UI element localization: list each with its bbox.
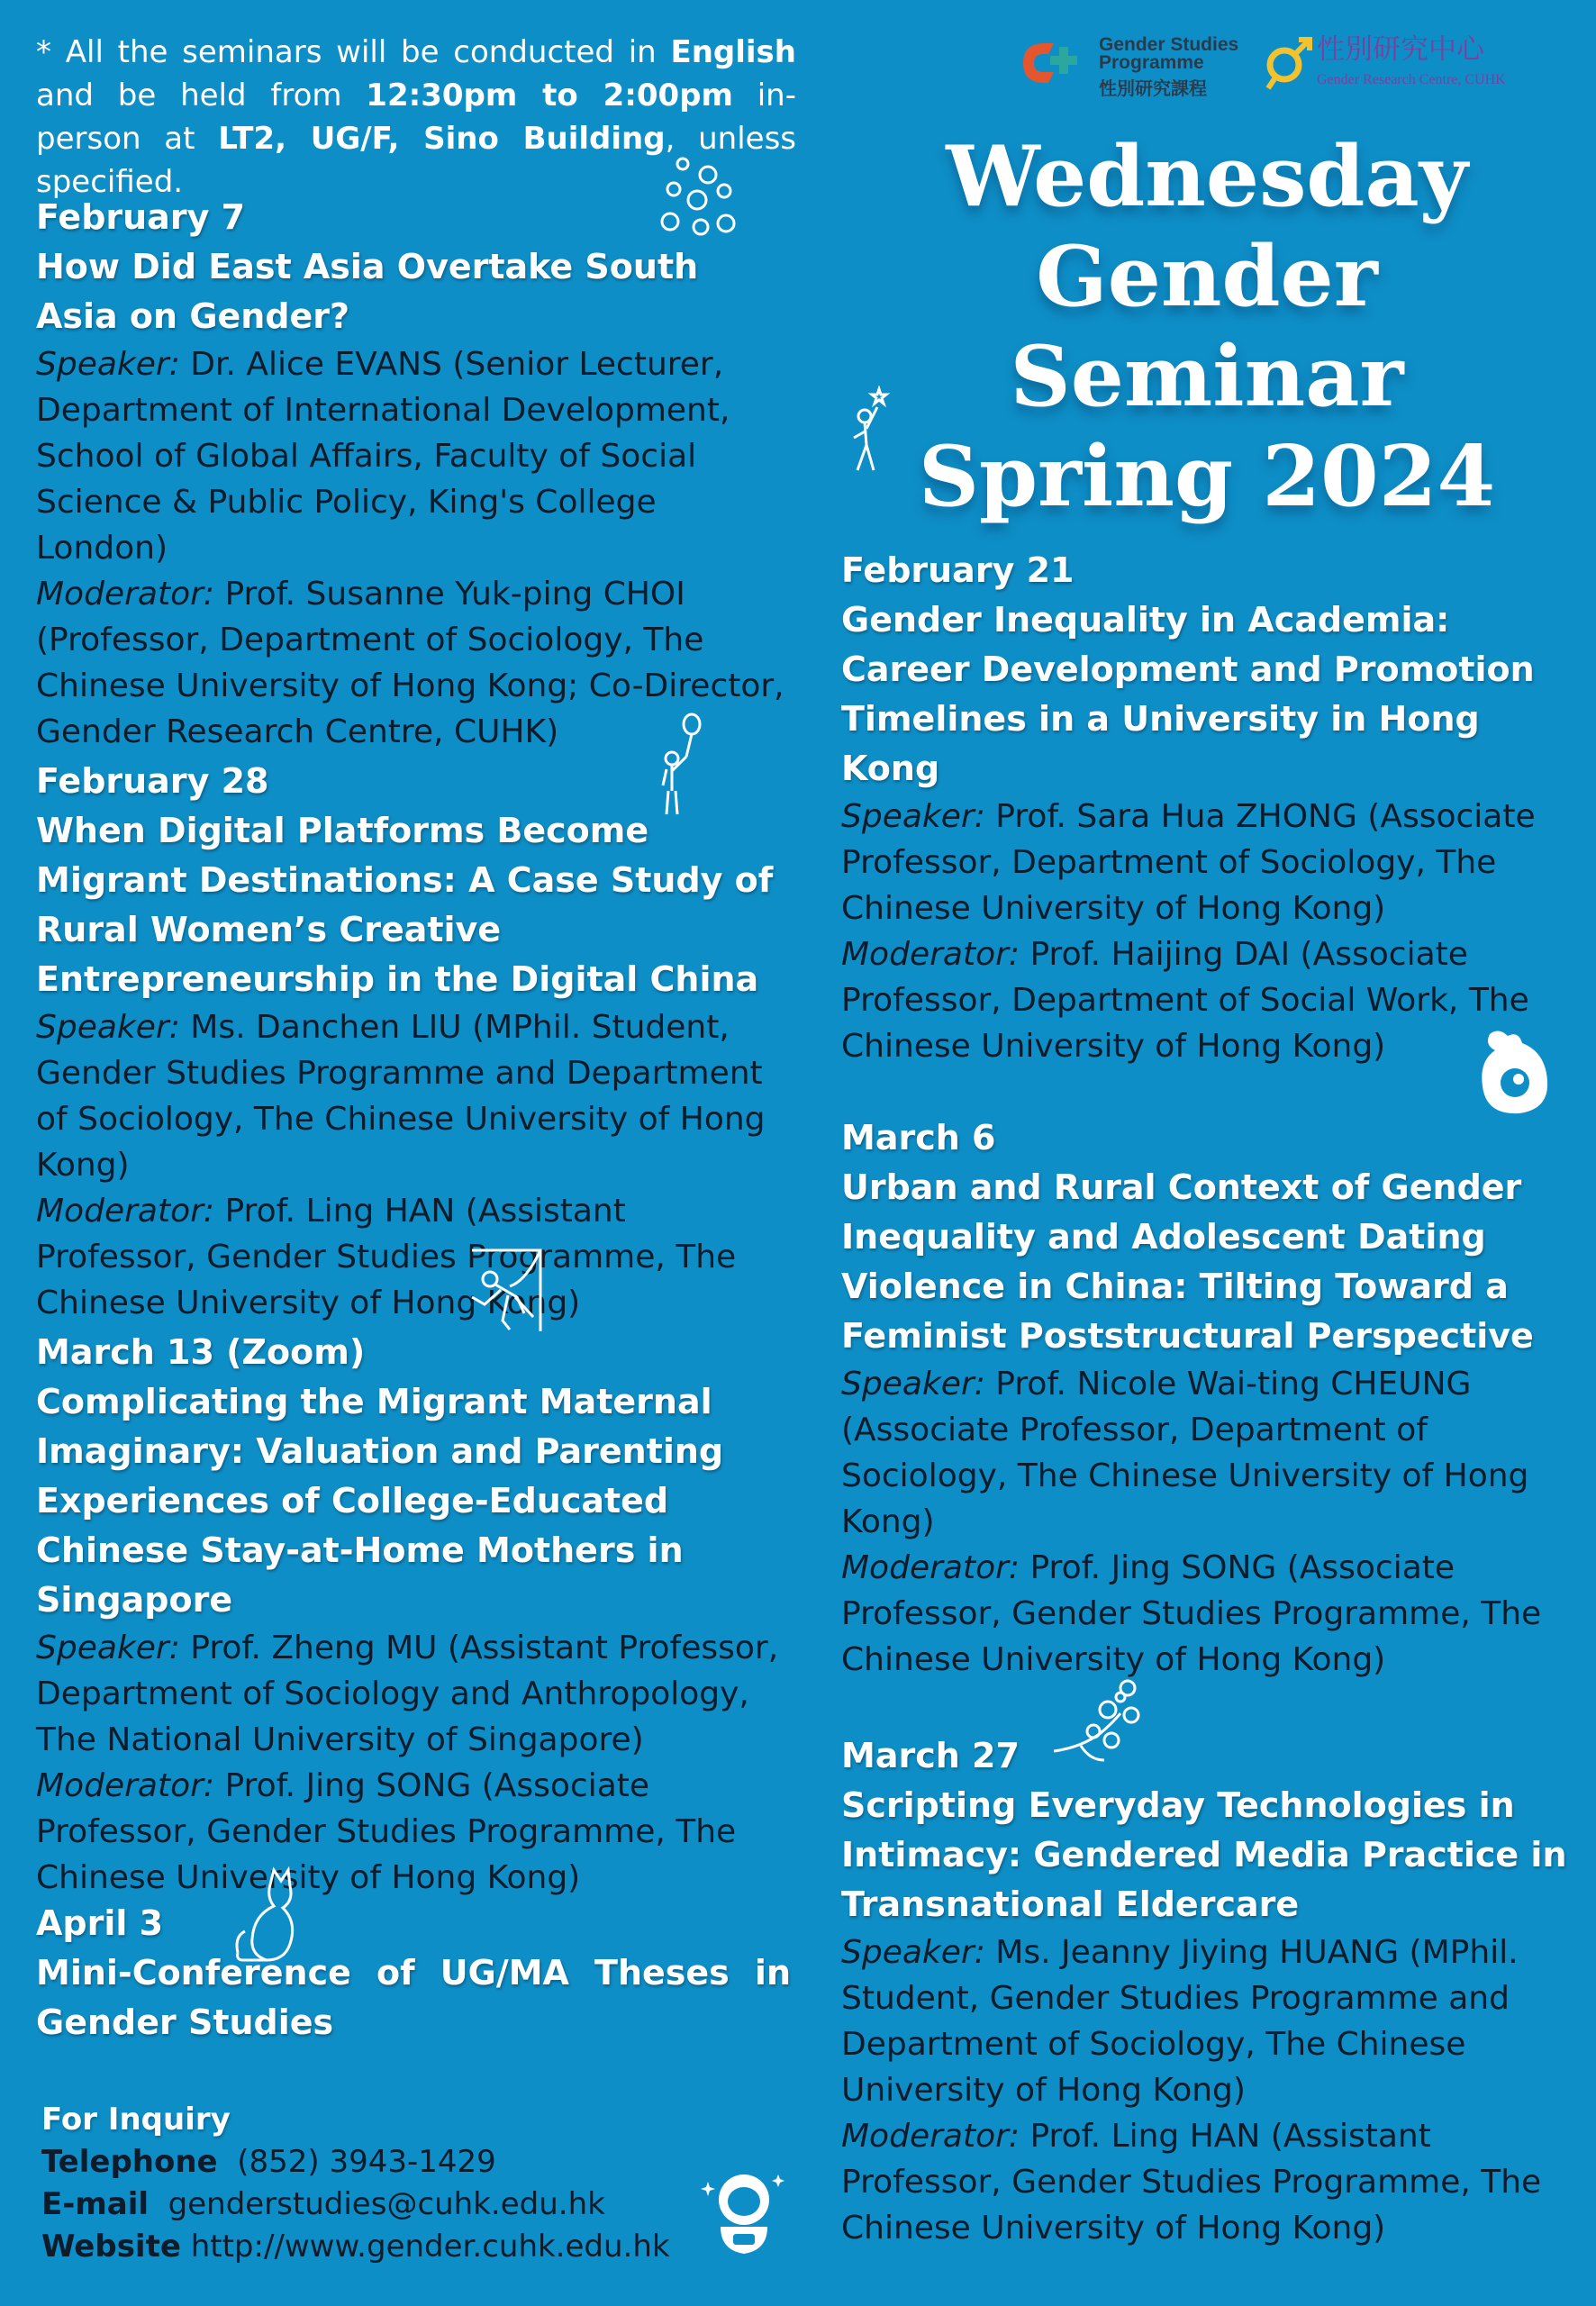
email-link[interactable]: genderstudies@cuhk.edu.hk [168,2186,605,2222]
notice-language: English [670,34,796,70]
speaker-label: Speaker: [841,798,985,835]
notice-text: , unless specified. [36,121,796,200]
event-title: Scripting Everyday Technologies in Intimacy: Gendered Media Practice in Transnational Eldercare [841,1785,1567,1924]
speaker-details: Prof. Zheng MU (Assistant Professor, Department of Sociology and Anthropology, The National University of Singapore) [36,1630,779,1758]
title-line: Spring 2024 [918,427,1496,525]
grc-logo-english: Gender Research Centre, CUHK [1317,72,1506,87]
moderator-label: Moderator: [841,936,1020,973]
climber-icon [454,1245,549,1335]
moderator-details: Prof. Jing SONG (Associate Professor, Gender Studies Programme, The Chinese University of Hong Kong) [36,1767,737,1896]
gsp-logo-mark-icon [1014,36,1086,88]
gsp-logo-line1: Gender Studies [1099,34,1239,55]
event-speaker [36,1625,791,1763]
moderator-label: Moderator: [841,1549,1020,1586]
event-moderator [841,1545,1571,1683]
event-moderator [841,2113,1571,2251]
inquiry-section [41,2099,726,2268]
moderator-details: Prof. Haijing DAI (Associate Professor, Department of Social Work, The Chinese University of Hong Kong) [841,936,1529,1065]
seminar-event [36,1899,791,2047]
event-date: March 27 [841,1736,1020,1775]
title-line: Wednesday [946,127,1468,225]
telephone-value[interactable]: (852) 3943-1429 [237,2144,496,2180]
speaker-details: Dr. Alice EVANS (Senior Lecturer, Department of International Development, School of Global Affairs, Faculty of Social Science & Public Policy, King's College London) [36,346,730,567]
gender-studies-programme-logo [1014,32,1257,97]
event-speaker [36,341,791,571]
seminar-event [36,757,791,1326]
event-speaker [841,1929,1571,2113]
cat-icon [231,1865,299,1966]
gender-research-centre-logo [1261,32,1567,97]
event-speaker [841,1361,1571,1545]
speaker-label: Speaker: [36,1630,180,1666]
speaker-label: Speaker: [841,1366,985,1403]
moderator-label: Moderator: [36,1193,215,1230]
notice-text: and be held from [36,77,367,113]
telephone-row [41,2141,726,2183]
gsp-logo-chinese: 性別研究課程 [1099,77,1207,99]
notice-venue: LT2, UG/F, Sino Building [218,121,666,157]
speaker-details: Prof. Nicole Wai-ting CHEUNG (Associate Professor, Department of Sociology, The Chinese University of Hong Kong) [841,1366,1529,1540]
speaker-details: Prof. Sara Hua ZHONG (Associate Professor, Department of Sociology, The Chinese University of Hong Kong) [841,798,1536,927]
telephone-label: Telephone [41,2144,218,2180]
speaker-label: Speaker: [36,1009,180,1046]
website-link[interactable]: http://www.gender.cuhk.edu.hk [190,2229,670,2265]
event-date: February 21 [841,550,1075,590]
gsp-logo-name [1099,36,1238,72]
blossom-branch-icon [1054,1677,1147,1767]
moderator-details: Prof. Jing SONG (Associate Professor, Gender Studies Programme, The Chinese University of Hong Kong) [841,1549,1542,1678]
speaker-details: Ms. Danchen LIU (MPhil. Student, Gender Studies Programme and Department of Sociology, The Chinese University of Hong Kong) [36,1009,766,1184]
astronaut-icon [699,2164,789,2257]
inquiry-heading: For Inquiry [41,2102,231,2138]
moderator-details: Prof. Susanne Yuk-ping CHOI (Professor, Department of Sociology, The Chinese University of Hong Kong; Co-Director, Gender Research Centre, CUHK) [36,576,784,750]
event-date: February 7 [36,197,246,237]
title-line: Gender [1036,227,1378,325]
moderator-label: Moderator: [36,576,215,613]
event-title: Gender Inequality in Academia: Career Development and Promotion Timelines in a University in Hong Kong [841,600,1535,788]
event-title: Complicating the Migrant Maternal Imaginary: Valuation and Parenting Experiences of College-Educated Chinese Stay-at-Home Mothers in Singapore [36,1382,724,1620]
title-line: Seminar [1010,327,1404,425]
page-title [901,126,1513,526]
seminar-event [841,546,1571,1069]
logo-bar [1009,27,1567,99]
moderator-details: Prof. Ling HAN (Assistant Professor, Gender Studies Programme, The Chinese University of Hong Kong) [36,1193,737,1321]
event-title: Mini-Conference of UG/MA Theses in Gender Studies [36,1953,791,2042]
event-title: Urban and Rural Context of Gender Inequality and Adolescent Dating Violence in China: Tilting Toward a Feminist Poststructural Perspective [841,1167,1534,1356]
moderator-details: Prof. Ling HAN (Assistant Professor, Gender Studies Programme, The Chinese University of Hong Kong) [841,2118,1542,2247]
event-moderator [841,931,1571,1069]
speaker-details: Ms. Jeanny Jiying HUANG (MPhil. Student, Gender Studies Programme and Department of Sociology, The Chinese University of Hong Kong) [841,1934,1519,2109]
event-date: February 28 [36,761,269,801]
notice-text: * All the seminars will be conducted in [36,34,671,70]
event-date: April 3 [36,1903,164,1943]
figure-reaching-star-icon [839,386,893,476]
email-label: E-mail [41,2186,150,2222]
seminar-event [36,193,791,755]
balloon-figure-icon [652,712,706,816]
notice-text: in-person at [36,77,796,157]
event-title: When Digital Platforms Become Migrant Destinations: A Case Study of Rural Women’s Creative Entrepreneurship in the Digital China [36,811,774,999]
grc-logo-chinese: 性別研究中心 [1317,33,1484,66]
moderator-label: Moderator: [841,2118,1020,2155]
event-title: How Did East Asia Overtake South Asia on Gender? [36,247,699,336]
seminar-event [36,1328,791,1901]
event-date: March 13 (Zoom) [36,1332,366,1372]
speaker-label: Speaker: [841,1934,985,1971]
website-label: Website [41,2229,181,2265]
seminar-event [841,1113,1571,1683]
event-date: March 6 [841,1118,996,1158]
avocado-icon [1472,1027,1555,1117]
speaker-label: Speaker: [36,346,180,383]
email-row [41,2183,726,2226]
grc-logo-mark-icon [1261,32,1315,92]
gsp-logo-line2: Programme [1099,52,1204,73]
website-row [41,2226,726,2268]
notice-time: 12:30pm to 2:00pm [366,77,733,113]
event-speaker [841,794,1571,931]
seminar-event [841,1731,1571,2251]
moderator-label: Moderator: [36,1767,215,1804]
event-moderator [36,1763,791,1901]
bubbles-icon [657,155,739,240]
event-moderator [36,1188,791,1326]
event-speaker [36,1004,791,1188]
